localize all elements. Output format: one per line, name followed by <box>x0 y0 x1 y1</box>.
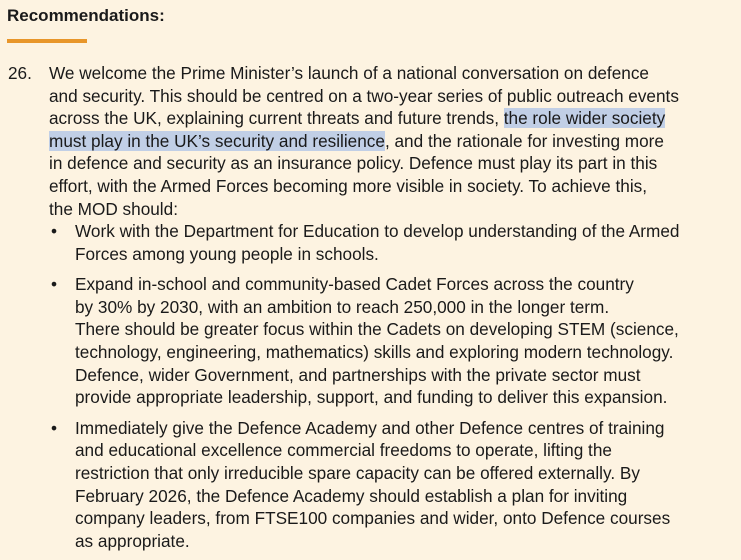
paragraph-line: We welcome the Prime Minister’s launch of a national conversation on defence <box>49 63 649 83</box>
bullet-icon: • <box>51 417 58 438</box>
bullet-item <box>0 220 741 265</box>
section-heading: Recommendations: <box>7 6 165 25</box>
paragraph-text-plain: across the UK, explaining current threats and future trends, <box>49 108 504 129</box>
bullet-line: technology, engineering, mathematics) skills and exploring modern technology. <box>75 341 674 362</box>
bullet-line: and educational excellence commercial freedoms to operate, lifting the <box>75 440 612 461</box>
paragraph-line: in defence and security as an insurance policy. Defence must play its part in this <box>49 153 658 174</box>
paragraph-line: effort, with the Armed Forces becoming more visible in society. To achieve this, <box>49 175 648 196</box>
bullet-text <box>75 220 735 265</box>
bullet-item <box>0 417 741 553</box>
highlighted-text[interactable]: the role wider society <box>503 108 666 129</box>
paragraph-line <box>49 130 739 153</box>
bullet-line: Expand in-school and community-based Cadet Forces across the country <box>75 274 634 295</box>
paragraph-line <box>49 107 739 130</box>
bullet-line: by 30% by 2030, with an ambition to reach 250,000 in the longer term. <box>75 296 610 317</box>
bullet-line: Forces among young people in schools. <box>75 243 379 264</box>
paragraph-text <box>49 62 739 220</box>
heading-underline <box>7 39 87 43</box>
bullet-line: Immediately give the Defence Academy and other Defence centres of training <box>75 417 665 438</box>
bullet-line: Defence, wider Government, and partnerships with the private sector must <box>75 364 641 385</box>
bullet-line: February 2026, the Defence Academy should establish a plan for inviting <box>75 485 628 506</box>
bullet-text <box>75 273 735 409</box>
bullet-line: provide appropriate leadership, support, and funding to deliver this expansion. <box>75 387 668 408</box>
bullet-icon: • <box>51 274 58 295</box>
bullet-line: restriction that only irreducible spare capacity can be offered externally. By <box>75 462 640 483</box>
bullet-icon: • <box>51 221 58 241</box>
bullet-line: Work with the Department for Education to develop understanding of the Armed <box>75 221 680 241</box>
paragraph-number: 26. <box>8 63 32 83</box>
paragraph-line: the MOD should: <box>49 198 178 219</box>
recommendation-bullet-list <box>0 220 741 560</box>
highlighted-text[interactable]: must play in the UK’s security and resilience <box>49 130 385 151</box>
bullet-item <box>0 273 741 409</box>
bullet-line: as appropriate. <box>75 530 190 551</box>
bullet-line: There should be greater focus within the Cadets on developing STEM (science, <box>75 319 679 340</box>
paragraph-line: and security. This should be centred on a two-year series of public outreach events <box>49 85 679 106</box>
bullet-text <box>75 417 735 553</box>
paragraph-text-plain: , and the rationale for investing more <box>384 130 664 151</box>
bullet-line: company leaders, from FTSE100 companies and wider, onto Defence courses <box>75 508 671 529</box>
